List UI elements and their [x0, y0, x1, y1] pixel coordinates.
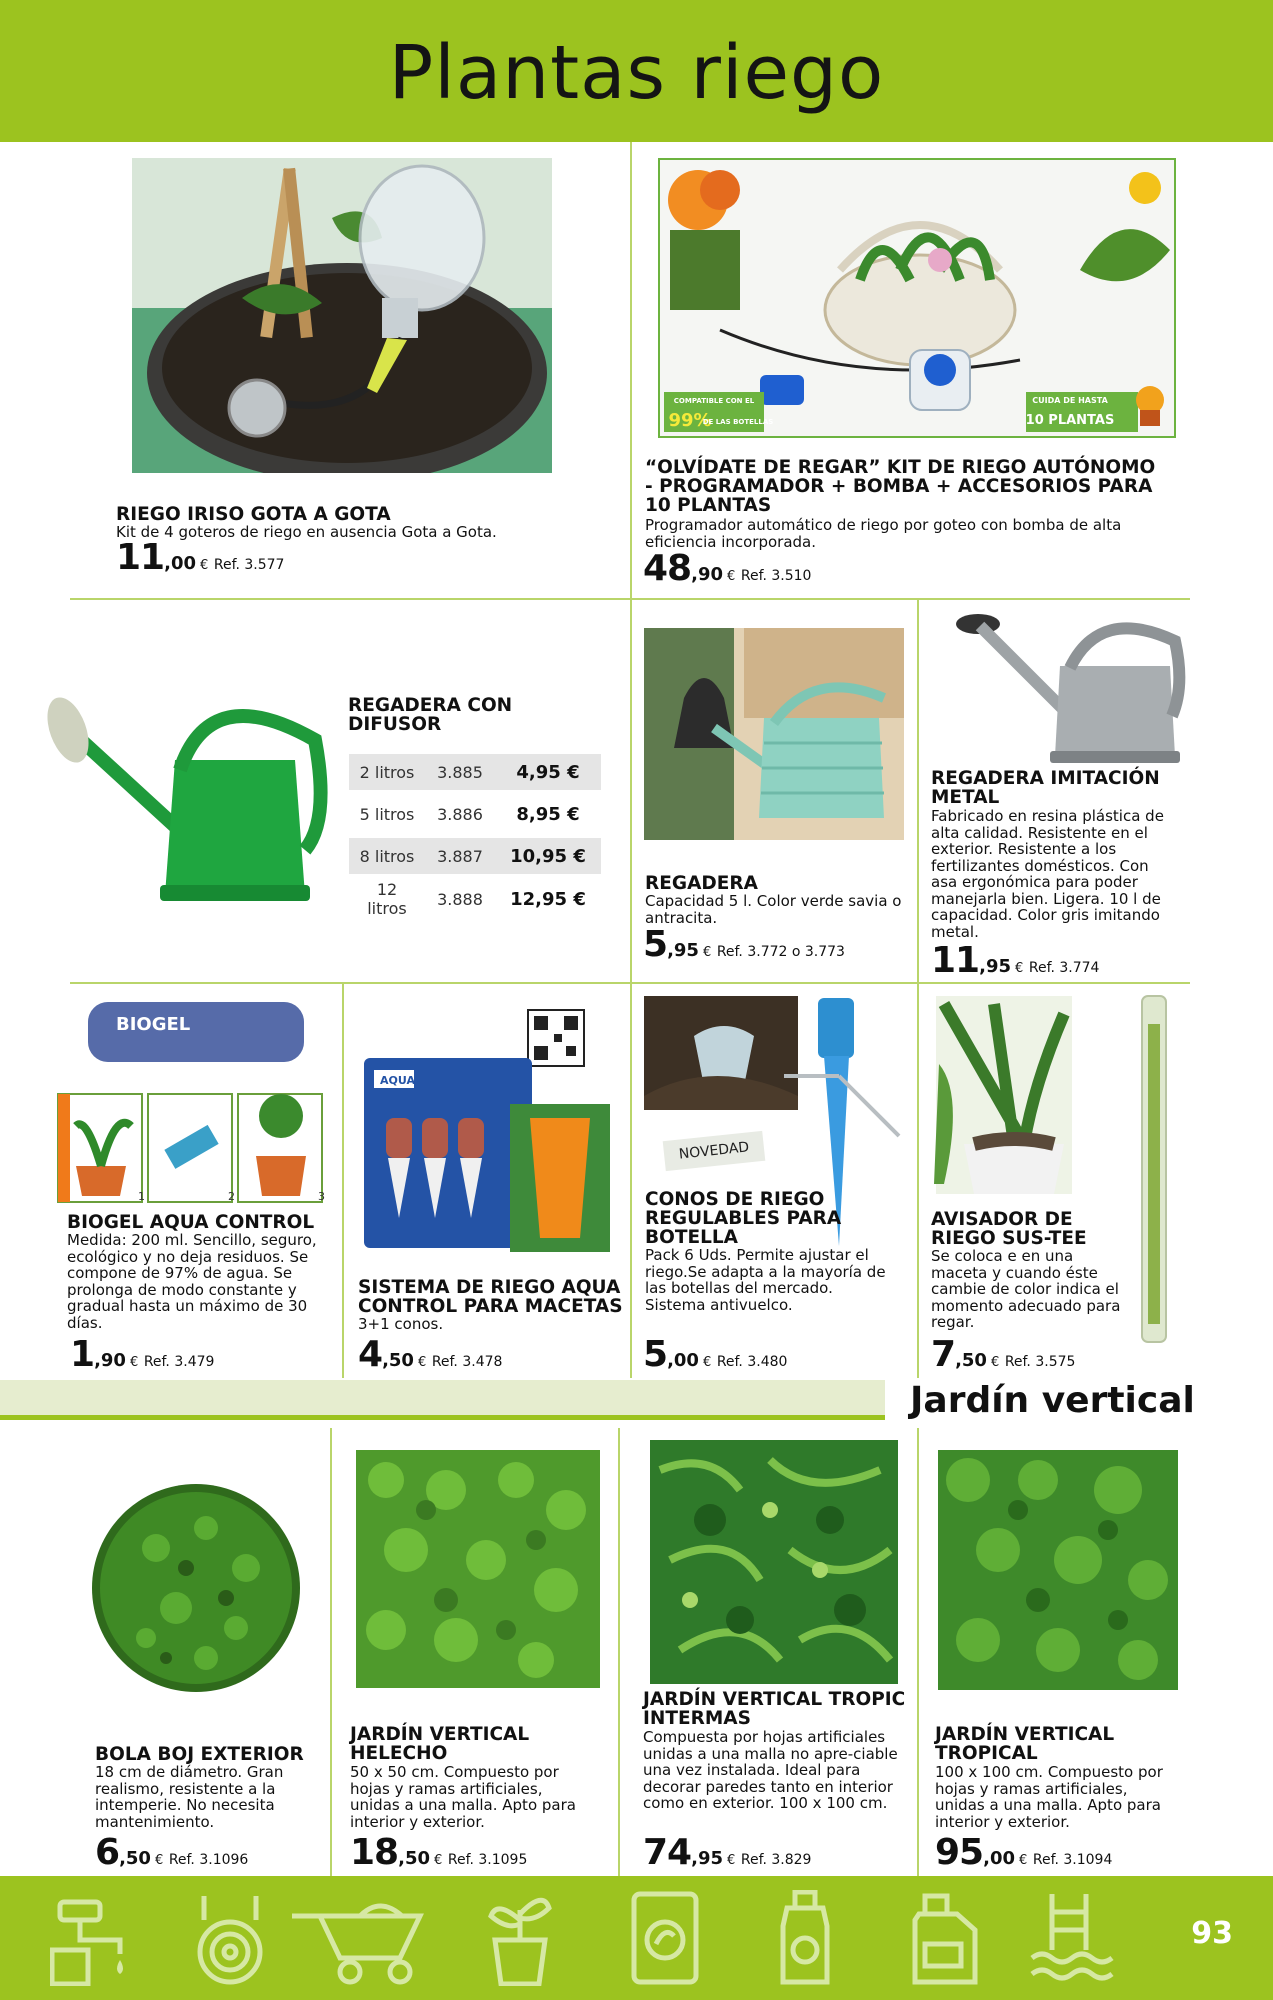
metal-watering-can-image: [950, 606, 1190, 766]
product-price: 18,50 € Ref. 3.1095: [350, 1832, 528, 1873]
product-price: 11,95 € Ref. 3.774: [931, 940, 1100, 981]
faucet-icon: [50, 1890, 140, 1990]
table-row: 5 litros 3.886 8,95 €: [359, 803, 580, 825]
product-price: 1,90 € Ref. 3.479: [70, 1334, 215, 1375]
page-title: Plantas riego: [388, 30, 885, 116]
product-title: BOLA BOJ EXTERIOR: [95, 1744, 304, 1765]
product-description: Se coloca e en una maceta y cuando éste cambie de color indica el momento adecuado para regar.: [931, 1247, 1121, 1331]
product-title: REGADERA CON DIFUSOR: [348, 695, 513, 735]
drip-pot-image: [132, 158, 552, 473]
product-description: Kit de 4 goteros de riego en ausencia Gota a Gota.: [116, 523, 497, 541]
section-title: Jardín vertical: [910, 1380, 1195, 1421]
biogel-image: [56, 996, 336, 1206]
product-title: BIOGEL AQUA CONTROL: [67, 1212, 315, 1233]
new-badge: NOVEDAD: [663, 1131, 766, 1171]
pool-ladder-icon: [1030, 1890, 1120, 1990]
product-price: 4,50 € Ref. 3.478: [358, 1334, 503, 1375]
fern-wall-image: [356, 1450, 600, 1688]
green-watering-can-image: [40, 690, 330, 910]
product-title: JARDÍN VERTICAL TROPICAL: [935, 1724, 1115, 1764]
product-price: 5,95 € Ref. 3.772 o 3.773: [643, 924, 845, 965]
product-price: 48,90 € Ref. 3.510: [643, 548, 812, 589]
product-description: 100 x 100 cm. Compuesto por hojas y ramas artificiales, unidas a una malla. Apto para interior y exterior.: [935, 1763, 1163, 1831]
badge-text: COMPATIBLE CON EL: [673, 397, 755, 405]
divider: [342, 984, 344, 1378]
product-title: RIEGO IRISO GOTA A GOTA: [116, 504, 391, 525]
product-description: Fabricado en resina plástica de alta calidad. Resistente en el exterior. Resistente a los fertilizantes domésticos. Con asa ergonómica para poder manejarla bien. Ligera. 10 l de capacidad. Color gris imitando metal.: [931, 807, 1164, 941]
plant-pot-icon: [485, 1890, 555, 1990]
product-price: 7,50 € Ref. 3.575: [931, 1334, 1076, 1375]
badge-text: 99%: [668, 410, 712, 431]
badge-text: 10 PLANTAS: [1025, 413, 1115, 428]
product-title: CONOS DE RIEGO REGULABLES PARA BOTELLA: [645, 1189, 842, 1248]
product-title: REGADERA: [645, 873, 758, 894]
product-description: 18 cm de diámetro. Gran realismo, resistente a la intemperie. No necesita mantenimiento.: [95, 1763, 284, 1831]
size-price-table: [349, 748, 601, 924]
step-number: 1: [138, 1190, 145, 1203]
product-price: 6,50 € Ref. 3.1096: [95, 1832, 249, 1873]
tropical-wall-image: [938, 1450, 1178, 1690]
table-row: 2 litros 3.885 4,95 €: [349, 754, 601, 790]
divider: [917, 1428, 919, 1876]
product-description: Programador automático de riego por goteo con bomba de alta eficiencia incorporada.: [645, 516, 1122, 551]
product-price: 11,00 € Ref. 3.577: [116, 537, 285, 578]
detergent-bottle-icon: [905, 1890, 985, 1990]
step-number: 2: [228, 1190, 235, 1203]
divider: [630, 142, 632, 598]
package-label: AQUA: [380, 1074, 415, 1087]
table-row: 8 litros 3.887 10,95 €: [349, 838, 601, 874]
hose-reel-icon: [190, 1890, 270, 1990]
divider: [917, 600, 919, 982]
product-description: 50 x 50 cm. Compuesto por hojas y ramas artificiales, unidas a una malla. Apto para interior y exterior.: [350, 1763, 576, 1831]
sage-watering-can-image: [644, 628, 904, 840]
spray-bottle-icon: [775, 1890, 835, 1990]
product-description: Compuesta por hojas artificiales unidas a una malla no apre-ciable una vez instalada. Ideal para decorar paredes tanto en interior como en exterior. 100 x 100 cm.: [643, 1728, 898, 1812]
page-header: [0, 0, 1273, 142]
product-description: 3+1 conos.: [358, 1315, 444, 1333]
product-price: 74,95 € Ref. 3.829: [643, 1832, 812, 1873]
table-row: 12 litros 3.888 12,95 €: [367, 880, 586, 918]
wheelbarrow-icon: [290, 1890, 440, 1990]
product-title: SISTEMA DE RIEGO AQUA CONTROL PARA MACETAS: [358, 1277, 623, 1317]
boxwood-ball-image: [86, 1478, 306, 1698]
divider: [630, 984, 632, 1378]
seed-bag-icon: [630, 1890, 700, 1990]
page-footer: [0, 1876, 1273, 2000]
tropic-wall-image: [650, 1440, 898, 1684]
product-description: Medida: 200 ml. Sencillo, seguro, ecológico y no deja residuos. Se compone de 97% de agua. Se prolonga de modo constante y gradual hasta un máximo de 30 días.: [67, 1231, 317, 1332]
package-label: BIOGEL: [116, 1014, 191, 1035]
badge-text: CUIDA DE HASTA: [1032, 396, 1108, 405]
product-description: Pack 6 Uds. Permite ajustar el riego.Se adapta a la mayoría de las botellas del mercado. Sistema antivuelco.: [645, 1246, 886, 1314]
divider: [330, 1428, 332, 1876]
divider: [618, 1428, 620, 1876]
product-title: “OLVÍDATE DE REGAR” KIT DE RIEGO AUTÓNOMO - PROGRAMADOR + BOMBA + ACCESORIOS PARA 10 PLANTAS: [645, 457, 1156, 516]
divider: [630, 600, 632, 982]
step-number: 3: [318, 1190, 325, 1203]
product-price: 95,00 € Ref. 3.1094: [935, 1832, 1113, 1873]
page-number: 93: [1191, 1916, 1233, 1951]
product-description: Capacidad 5 l. Color verde savia o antracita.: [645, 892, 902, 927]
product-title: AVISADOR DE RIEGO SUS-TEE: [931, 1209, 1087, 1249]
aqua-control-image: [360, 1008, 620, 1256]
product-price: 5,00 € Ref. 3.480: [643, 1334, 788, 1375]
product-title: JARDÍN VERTICAL TROPIC INTERMAS: [643, 1689, 906, 1729]
badge-text: DE LAS BOTELLAS: [702, 418, 774, 426]
irrigation-kit-image: [658, 158, 1176, 438]
product-title: REGADERA IMITACIÓN METAL: [931, 768, 1160, 808]
section-divider: [0, 1380, 885, 1420]
product-title: JARDÍN VERTICAL HELECHO: [350, 1724, 530, 1764]
